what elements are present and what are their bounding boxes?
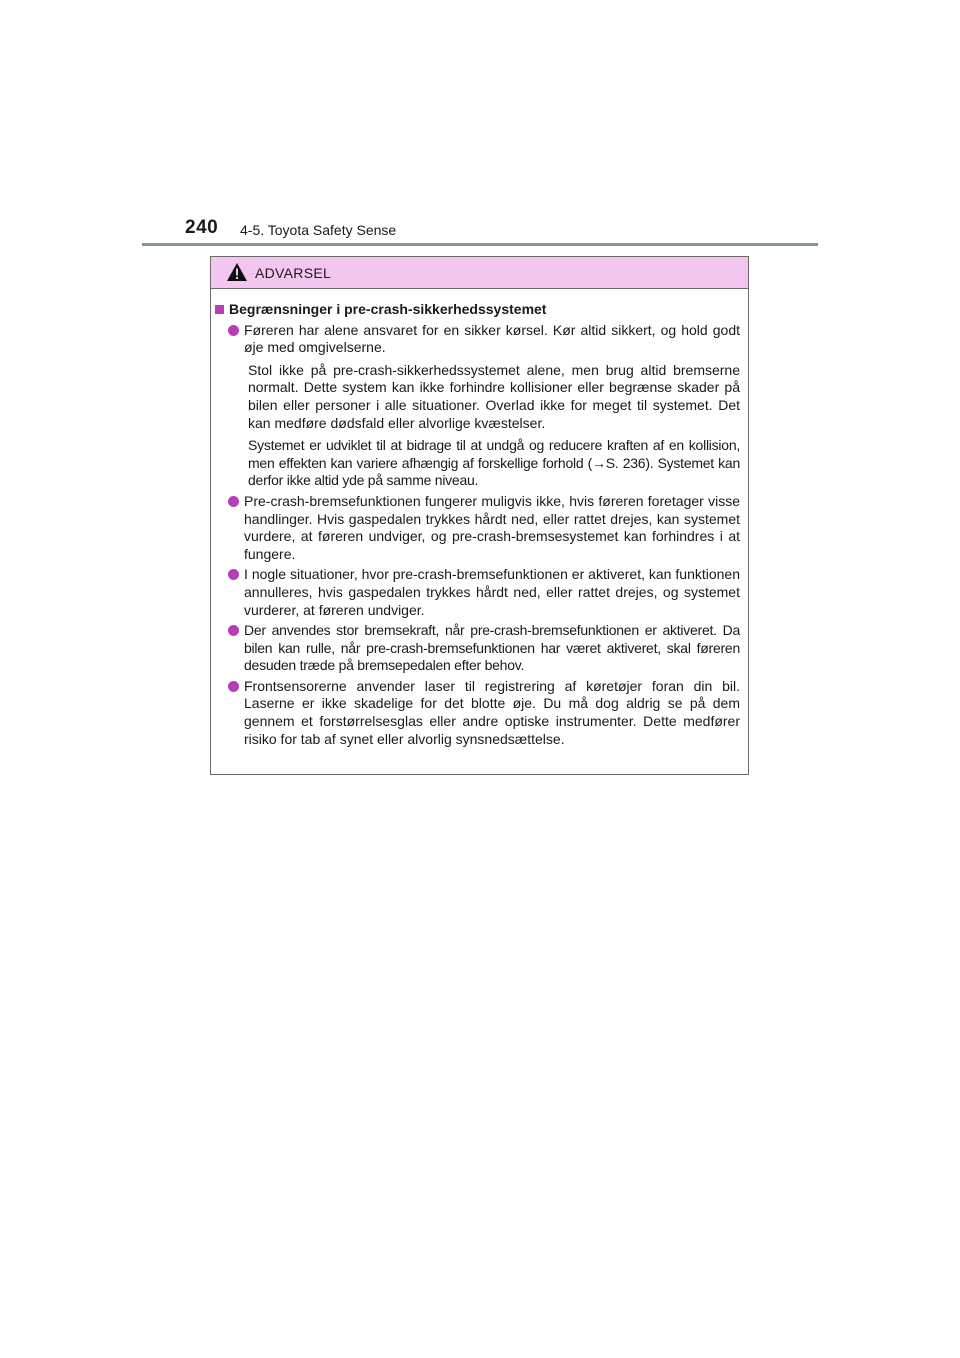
warning-header (211, 257, 748, 289)
warning-body (211, 289, 748, 748)
list-item (215, 678, 740, 748)
warning-title: ADVARSEL (255, 265, 332, 281)
list-item (215, 493, 740, 563)
list-item (215, 622, 740, 675)
list-item-text: Der anvendes stor bremsekraft, når pre-crash-bremsefunktionen er aktiveret. Da bilen kan rulle, når pre-crash-bremsefunktionen har været aktiveret, skal føreren desuden træde på bremsepedalen efter behov. (244, 622, 740, 674)
bullet-dot-icon (228, 569, 239, 580)
bullet-dot-icon (228, 325, 239, 336)
list-item-text: Føreren har alene ansvaret for en sikker kørsel. Kør altid sikkert, og hold godt øje med omgivelserne. (244, 321, 740, 356)
list-item-text: I nogle situationer, hvor pre-crash-bremsefunktionen er aktiveret, kan funktionen annulleres, hvis gaspedalen trykkes hårdt ned, eller rattet drejes, og systemet vurderer, at føreren undviger. (244, 566, 740, 618)
sub-paragraph: Systemet er udviklet til at bidrage til at undgå og reducere kraften af en kollision, men effekten kan variere afhængig af forskellige forhold (→S. 236). Systemet kan derfor ikke altid yde på samme niveau. (248, 437, 740, 489)
bullet-dot-icon (228, 625, 239, 636)
section-heading-text: Begrænsninger i pre-crash-sikkerhedssystemet (229, 301, 547, 317)
list-item-text: Frontsensorerne anvender laser til registrering af køretøjer foran din bil. Laserne er ikke skadelige for det blotte øje. Du må dog aldrig se på dem gennem et forstørrelsesglas eller andre optiske instrumenter. Dette medfører risiko for tab af synet eller alvorlig synsnedsættelse. (244, 677, 740, 747)
bullet-dot-icon (228, 496, 239, 507)
list-item-text: Pre-crash-bremsefunktionen fungerer muligvis ikke, hvis føreren foretager visse handlinger. Hvis gaspedalen trykkes hårdt ned, eller rattet drejes, kan systemet vurdere, at føreren undviger, og pre-crash-bremsesystemet kan forhindres i at fungere. (244, 492, 740, 562)
section-title: 4-5. Toyota Safety Sense (240, 222, 397, 238)
list-item (215, 322, 740, 357)
warning-triangle-icon (226, 262, 248, 282)
warning-box (210, 256, 749, 775)
header-divider (142, 243, 818, 246)
square-bullet-icon (215, 305, 224, 314)
list-item (215, 566, 740, 619)
section-heading (215, 301, 740, 319)
page-number: 240 (185, 217, 219, 238)
bullet-dot-icon (228, 681, 239, 692)
sub-paragraph: Stol ikke på pre-crash-sikkerhedssystemet alene, men brug altid bremserne normalt. Dette system kan ikke forhindre kollisioner eller begrænse skader på bilen eller personer i alle situationer. Overlad ikke for meget til systemet. Det kan medføre dødsfald eller alvorlige kvæstelser. (248, 361, 740, 431)
